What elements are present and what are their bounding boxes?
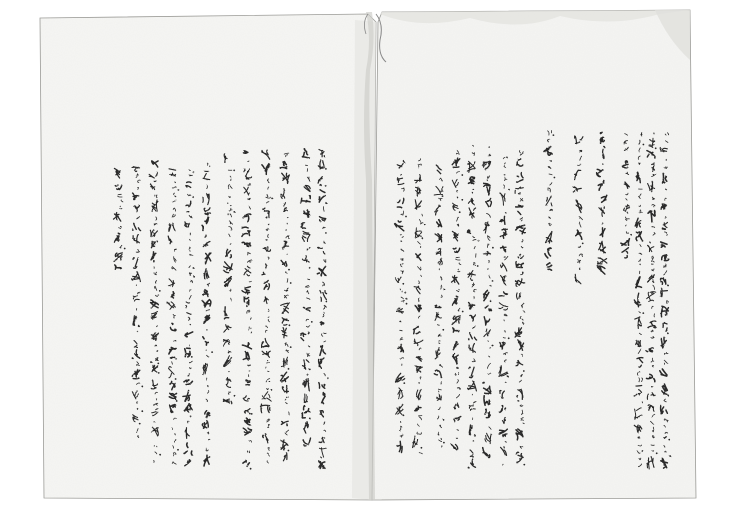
punctuation-mark bbox=[311, 321, 313, 323]
punctuation-mark bbox=[459, 211, 461, 213]
handwritten-glyph bbox=[248, 161, 249, 162]
punctuation-mark bbox=[211, 351, 213, 353]
punctuation-mark bbox=[271, 198, 273, 200]
handwritten-glyph bbox=[467, 230, 470, 233]
punctuation-mark bbox=[443, 419, 445, 421]
handwritten-glyph bbox=[457, 197, 458, 198]
punctuation-mark bbox=[327, 377, 329, 379]
punctuation-mark bbox=[192, 196, 194, 198]
punctuation-mark bbox=[325, 202, 327, 204]
punctuation-mark bbox=[406, 303, 408, 305]
punctuation-mark bbox=[667, 395, 669, 397]
punctuation-mark bbox=[424, 224, 426, 226]
punctuation-mark bbox=[523, 370, 525, 372]
punctuation-mark bbox=[288, 269, 290, 271]
punctuation-mark bbox=[191, 356, 193, 358]
punctuation-mark bbox=[421, 237, 423, 239]
handwritten-glyph bbox=[320, 322, 323, 325]
punctuation-mark bbox=[193, 276, 195, 278]
punctuation-mark bbox=[554, 177, 556, 179]
punctuation-mark bbox=[141, 410, 143, 412]
punctuation-mark bbox=[492, 280, 494, 282]
handwritten-glyph bbox=[268, 224, 269, 225]
punctuation-mark bbox=[508, 189, 510, 191]
punctuation-mark bbox=[478, 240, 480, 242]
punctuation-mark bbox=[668, 439, 670, 441]
punctuation-mark bbox=[234, 395, 236, 397]
handwritten-glyph bbox=[642, 402, 643, 403]
punctuation-mark bbox=[178, 189, 180, 191]
punctuation-mark bbox=[309, 369, 311, 371]
punctuation-mark bbox=[271, 389, 273, 391]
punctuation-mark bbox=[288, 368, 290, 370]
punctuation-mark bbox=[159, 454, 161, 456]
punctuation-mark bbox=[523, 464, 525, 466]
handwritten-glyph bbox=[603, 164, 604, 165]
punctuation-mark bbox=[402, 283, 404, 285]
punctuation-mark bbox=[175, 358, 177, 360]
punctuation-mark bbox=[326, 301, 328, 303]
punctuation-mark bbox=[642, 312, 644, 314]
handwritten-glyph bbox=[251, 332, 252, 333]
punctuation-mark bbox=[669, 455, 671, 457]
punctuation-mark bbox=[176, 400, 178, 402]
punctuation-mark bbox=[139, 423, 141, 425]
punctuation-mark bbox=[309, 418, 311, 420]
punctuation-mark bbox=[177, 449, 179, 451]
punctuation-mark bbox=[643, 144, 645, 146]
punctuation-mark bbox=[405, 216, 407, 218]
punctuation-mark bbox=[461, 174, 463, 176]
punctuation-mark bbox=[290, 346, 292, 348]
handwritten-glyph bbox=[651, 386, 653, 387]
punctuation-mark bbox=[403, 382, 405, 384]
punctuation-mark bbox=[421, 447, 423, 449]
punctuation-mark bbox=[508, 337, 510, 339]
punctuation-mark bbox=[290, 282, 292, 284]
punctuation-mark bbox=[656, 452, 658, 454]
punctuation-mark bbox=[405, 298, 407, 300]
punctuation-mark bbox=[667, 285, 669, 287]
handwritten-glyph bbox=[665, 432, 668, 433]
punctuation-mark bbox=[443, 442, 445, 444]
punctuation-mark bbox=[507, 375, 509, 377]
handwritten-glyph bbox=[401, 241, 402, 242]
handwritten-glyph bbox=[400, 321, 401, 322]
punctuation-mark bbox=[655, 147, 657, 149]
punctuation-mark bbox=[289, 324, 291, 326]
punctuation-mark bbox=[462, 311, 464, 313]
punctuation-mark bbox=[442, 195, 444, 197]
punctuation-mark bbox=[251, 413, 253, 415]
handwritten-glyph bbox=[190, 324, 191, 325]
punctuation-mark bbox=[642, 240, 644, 242]
punctuation-mark bbox=[667, 333, 669, 335]
punctuation-mark bbox=[250, 468, 252, 470]
punctuation-mark bbox=[492, 345, 494, 347]
punctuation-mark bbox=[477, 265, 479, 267]
punctuation-mark bbox=[193, 171, 195, 173]
punctuation-mark bbox=[157, 363, 159, 365]
handwritten-glyph bbox=[154, 422, 155, 423]
punctuation-mark bbox=[582, 243, 584, 245]
punctuation-mark bbox=[461, 199, 463, 201]
handwritten-glyph bbox=[457, 367, 459, 368]
punctuation-mark bbox=[159, 290, 161, 292]
handwritten-glyph bbox=[505, 382, 506, 383]
right-page bbox=[372, 10, 696, 500]
punctuation-mark bbox=[490, 300, 492, 302]
punctuation-mark bbox=[553, 134, 555, 136]
handwritten-glyph bbox=[248, 365, 251, 366]
punctuation-mark bbox=[124, 248, 126, 250]
handwritten-glyph bbox=[137, 408, 138, 409]
punctuation-mark bbox=[193, 267, 195, 269]
punctuation-mark bbox=[233, 211, 235, 213]
handwritten-glyph bbox=[442, 446, 443, 447]
punctuation-mark bbox=[325, 168, 327, 170]
punctuation-mark bbox=[402, 414, 404, 416]
punctuation-mark bbox=[141, 386, 143, 388]
punctuation-mark bbox=[233, 170, 235, 172]
punctuation-mark bbox=[444, 289, 446, 291]
punctuation-mark bbox=[325, 185, 327, 187]
punctuation-mark bbox=[630, 234, 632, 236]
punctuation-mark bbox=[158, 372, 160, 374]
punctuation-mark bbox=[288, 450, 290, 452]
punctuation-mark bbox=[442, 329, 444, 331]
punctuation-mark bbox=[175, 378, 177, 380]
punctuation-mark bbox=[404, 292, 406, 294]
punctuation-mark bbox=[492, 247, 494, 249]
